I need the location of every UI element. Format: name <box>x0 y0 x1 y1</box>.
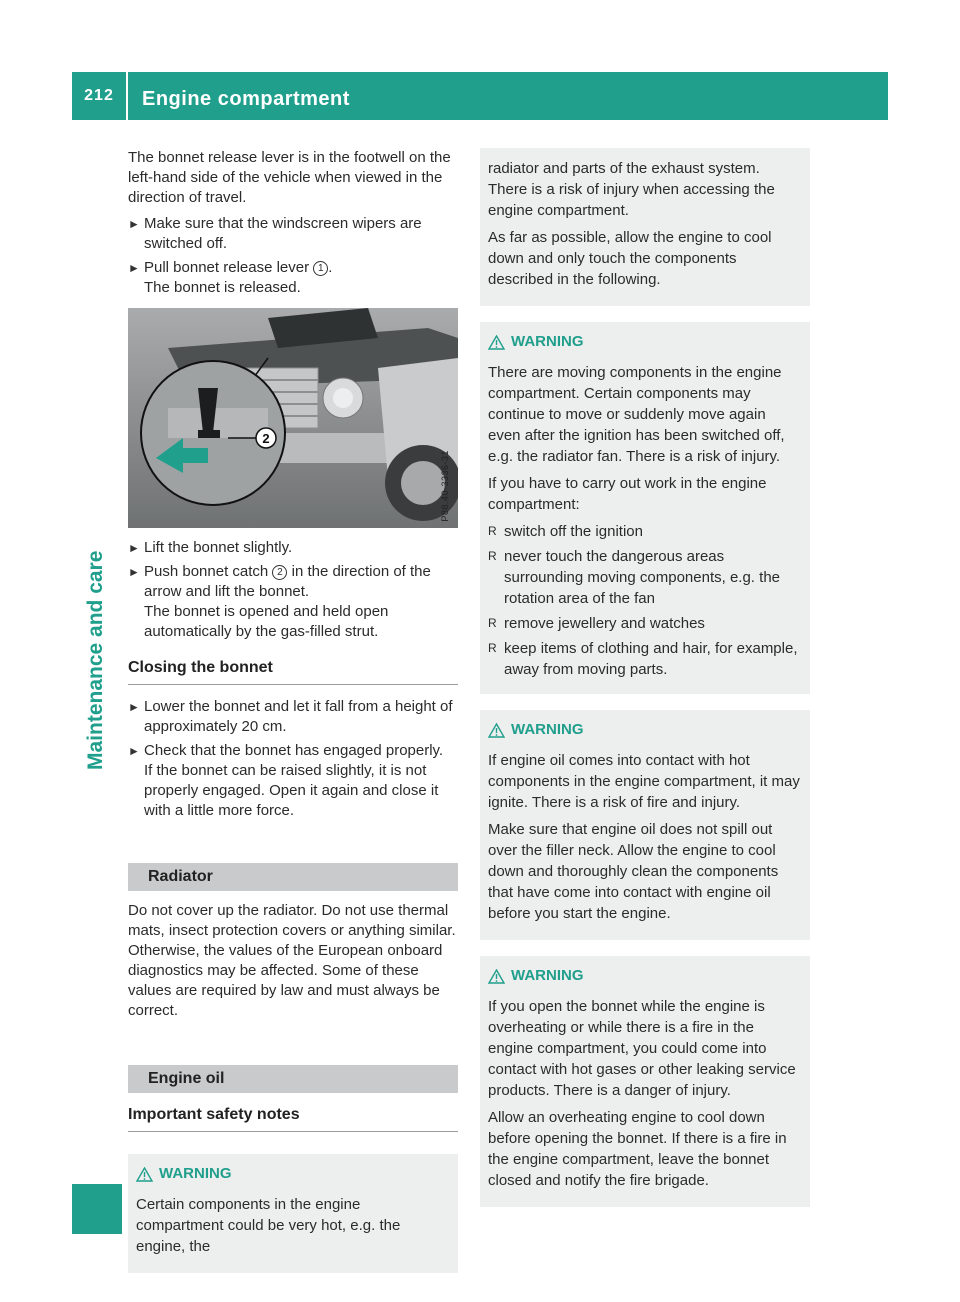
image-reference: P88.40-3336-31 <box>440 450 450 522</box>
warning-box-overheating <box>480 956 810 1207</box>
list-item <box>488 638 800 680</box>
step-lift <box>128 538 458 558</box>
bullet-r-icon: R <box>488 549 497 563</box>
warning-text: Certain components in the engine compartment could be very hot, e.g. the engine, the <box>136 1196 401 1255</box>
safety-notes-heading: Important safety notes <box>128 1105 458 1132</box>
warning-box-continued <box>480 148 810 306</box>
triangle-right-icon: ► <box>128 261 140 275</box>
step-result: The bonnet is released. <box>144 279 301 296</box>
warning-text: Make sure that engine oil does not spill out over the filler neck. Allow the engine to cool down and thoroughly clean the components that have come into contact with engine oil before you start the engine. <box>488 821 779 922</box>
step-text: . <box>328 259 333 276</box>
warning-box-moving-components <box>480 322 810 694</box>
step-text: in the direction of the arrow and lift the bonnet. <box>144 563 431 600</box>
warning-title-text: WARNING <box>511 333 584 350</box>
warning-title-text: WARNING <box>511 967 584 984</box>
warning-title <box>136 1164 448 1184</box>
photo-callout: 2 <box>262 431 270 446</box>
step-text: Check that the bonnet has engaged properly. <box>144 742 444 759</box>
radiator-text: Do not cover up the radiator. Do not use thermal mats, insect protection covers or anything similar. Otherwise, the values of the European onboard diagnostics may be affected. Some of these values are required by law and must always be correct. <box>128 902 456 1019</box>
triangle-right-icon: ► <box>128 541 140 555</box>
triangle-right-icon: ► <box>128 700 140 714</box>
right-column <box>480 148 810 1207</box>
warning-title-text: WARNING <box>159 1165 232 1182</box>
step-text: Make sure that the windscreen wipers are switched off. <box>144 215 422 252</box>
page-header <box>72 72 888 120</box>
list-item-text: remove jewellery and watches <box>504 615 705 632</box>
warning-text: If you have to carry out work in the engine compartment: <box>488 475 767 513</box>
triangle-right-icon: ► <box>128 565 140 579</box>
left-column <box>128 148 458 1273</box>
step-wipers <box>128 214 458 254</box>
list-item-text: never touch the dangerous areas surrounding moving components, e.g. the rotation area of the fan <box>504 548 780 607</box>
vehicle-front-illustration <box>128 308 458 528</box>
header-divider <box>126 72 128 120</box>
page-title: Engine compartment <box>142 88 350 110</box>
warning-title-text: WARNING <box>511 721 584 738</box>
side-tab-marker <box>72 1184 122 1234</box>
bullet-r-icon: R <box>488 616 497 630</box>
warning-title <box>488 720 800 740</box>
list-item-text: switch off the ignition <box>504 523 643 540</box>
warning-box-engine-oil <box>480 710 810 940</box>
triangle-right-icon: ► <box>128 217 140 231</box>
step-text: Push bonnet catch <box>144 563 273 580</box>
radiator-heading: Radiator <box>128 863 458 891</box>
intro-text: The bonnet release lever is in the footwell on the left-hand side of the vehicle when viewed in the direction of travel. <box>128 149 451 206</box>
step-text: Lower the bonnet and let it fall from a height of approximately 20 cm. <box>144 698 453 735</box>
step-release-lever <box>128 258 458 298</box>
warning-text: If you open the bonnet while the engine is overheating or while there is a fire in the engine compartment, you could come into contact with hot gases or other leaking service products. There is a danger of injury. <box>488 998 796 1099</box>
warning-text: If engine oil comes into contact with hot components in the engine compartment, it may ignite. There is a risk of fire and injury. <box>488 752 800 811</box>
callout-number: 1 <box>313 261 328 276</box>
warning-triangle-icon <box>488 335 505 350</box>
list-item-text: keep items of clothing and hair, for example, away from moving parts. <box>504 640 798 678</box>
side-tab-label: Maintenance and care <box>84 550 107 770</box>
step-push-catch <box>128 562 458 642</box>
step-result: The bonnet is opened and held open automatically by the gas-filled strut. <box>144 603 389 640</box>
page-number: 212 <box>84 87 114 104</box>
warning-triangle-icon <box>136 1167 153 1182</box>
warning-triangle-icon <box>488 723 505 738</box>
step-check <box>128 741 458 821</box>
bonnet-catch-photo <box>128 308 458 528</box>
step-result: If the bonnet can be raised slightly, it is not properly engaged. Open it again and close it with a little more force. <box>144 762 439 819</box>
list-item <box>488 546 800 609</box>
step-text: Lift the bonnet slightly. <box>144 539 293 556</box>
warning-text: As far as possible, allow the engine to cool down and only touch the components described in the following. <box>488 229 772 288</box>
bullet-r-icon: R <box>488 524 497 538</box>
warning-text: Allow an overheating engine to cool down before opening the bonnet. If there is a fire in the engine compartment, leave the bonnet closed and notify the fire brigade. <box>488 1109 787 1189</box>
list-item <box>488 613 800 634</box>
warning-title <box>488 966 800 986</box>
warning-text: radiator and parts of the exhaust system. There is a risk of injury when accessing the engine compartment. <box>488 160 775 219</box>
callout-number: 2 <box>272 565 287 580</box>
warning-text: There are moving components in the engine compartment. Certain components may continue to move or suddenly move again even after the ignition has been switched off, e.g. the radiator fan. There is a risk of injury. <box>488 364 785 465</box>
step-text: Pull bonnet release lever <box>144 259 314 276</box>
closing-heading: Closing the bonnet <box>128 658 458 685</box>
triangle-right-icon: ► <box>128 744 140 758</box>
list-item <box>488 521 800 542</box>
step-lower <box>128 697 458 737</box>
engine-oil-heading: Engine oil <box>128 1065 458 1093</box>
warning-box-hot-components <box>128 1154 458 1273</box>
bullet-r-icon: R <box>488 641 497 655</box>
warning-triangle-icon <box>488 969 505 984</box>
warning-title <box>488 332 800 352</box>
